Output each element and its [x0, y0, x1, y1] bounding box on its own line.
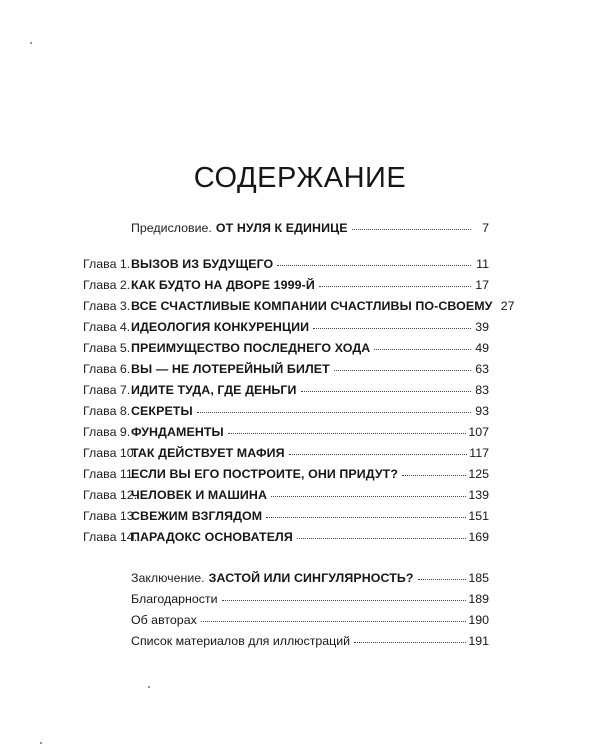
chapter-prefix: Глава 6.: [83, 362, 131, 376]
dot-leader: [289, 445, 468, 457]
chapter-prefix: Глава 2.: [83, 278, 131, 292]
chapter-prefix: Глава 1.: [83, 257, 131, 271]
dot-leader: [319, 277, 471, 289]
dot-leader: [197, 403, 471, 415]
entry-label: Список материалов для иллюстраций: [131, 634, 351, 648]
entry-label: Об авторах: [131, 613, 197, 627]
chapter-heading: ТАК ДЕЙСТВУЕТ МАФИЯ: [131, 446, 285, 460]
chapter-prefix: Глава 11.: [83, 467, 137, 481]
chapter-page-number: 49: [475, 341, 489, 355]
toc-entry-chapter: [83, 486, 489, 504]
chapter-page-number: 83: [475, 383, 489, 397]
toc-entry-conclusion: [131, 569, 489, 587]
chapter-page-number: 139: [468, 488, 489, 502]
chapter-page-number: 63: [475, 362, 489, 376]
chapter-heading: КАК БУДТО НА ДВОРЕ 1999-Й: [131, 278, 315, 292]
chapter-prefix: Глава 4.: [83, 320, 131, 334]
chapter-page-number: 27: [500, 299, 515, 313]
toc-entry-chapter: [83, 360, 489, 378]
entry-heading: ЗАСТОЙ ИЛИ СИНГУЛЯРНОСТЬ?: [208, 571, 414, 585]
chapter-page-number: 125: [468, 467, 489, 481]
chapter-prefix: Глава 9.: [83, 425, 131, 439]
toc-entry-preface: [131, 219, 489, 237]
entry-page-number: 185: [468, 571, 489, 585]
chapter-heading: ИДЕОЛОГИЯ КОНКУРЕНЦИИ: [131, 320, 310, 334]
dot-leader: [228, 424, 467, 436]
toc-entry-about-authors: [131, 611, 489, 629]
dot-leader: [313, 319, 471, 331]
chapter-page-number: 93: [475, 404, 489, 418]
entry-page-number: 189: [468, 592, 489, 606]
dot-leader: [297, 529, 466, 541]
chapter-prefix: Глава 8.: [83, 404, 131, 418]
scan-speck: [30, 42, 32, 44]
chapter-page-number: 17: [475, 278, 489, 292]
toc-entry-chapter: [83, 507, 489, 525]
entry-page-number: 7: [482, 221, 489, 235]
chapter-heading: ВЫ — НЕ ЛОТЕРЕЙНЫЙ БИЛЕТ: [131, 362, 330, 376]
chapter-page-number: 169: [468, 530, 489, 544]
dot-leader: [301, 382, 471, 394]
chapter-heading: ПРЕИМУЩЕСТВО ПОСЛЕДНЕГО ХОДА: [131, 341, 371, 355]
toc-entry-chapter: [83, 339, 489, 357]
chapter-heading: ФУНДАМЕНТЫ: [131, 425, 224, 439]
toc-entry-chapter: [83, 255, 489, 273]
dot-leader: [402, 466, 466, 478]
chapter-heading: ИДИТЕ ТУДА, ГДЕ ДЕНЬГИ: [131, 383, 297, 397]
scan-speck: [148, 686, 150, 688]
dot-leader: [201, 612, 467, 624]
entry-label: Благодарности: [131, 592, 218, 606]
entry-heading: ОТ НУЛЯ К ЕДИНИЦЕ: [215, 221, 348, 235]
chapter-prefix: Глава 5.: [83, 341, 131, 355]
toc-entry-chapter: [83, 465, 489, 483]
toc-entry-chapter: [83, 402, 489, 420]
dot-leader: [354, 633, 466, 645]
dot-leader: [266, 508, 466, 520]
dot-leader: [352, 220, 471, 232]
entry-prefix: Предисловие.: [131, 221, 212, 235]
toc-entry-chapter: [83, 423, 489, 441]
dot-leader: [277, 256, 471, 268]
toc-entry-chapter: [83, 528, 489, 546]
chapter-page-number: 11: [476, 257, 489, 271]
chapter-heading: ПАРАДОКС ОСНОВАТЕЛЯ: [131, 530, 293, 544]
chapter-heading: СЕКРЕТЫ: [131, 404, 193, 418]
toc-entry-chapter: [83, 297, 515, 315]
chapter-page-number: 151: [468, 509, 489, 523]
dot-leader: [222, 591, 467, 603]
chapter-page-number: 117: [469, 446, 489, 460]
page-title: СОДЕРЖАНИЕ: [193, 162, 407, 194]
toc-entry-acknowledgements: [131, 590, 489, 608]
dot-leader: [418, 570, 467, 582]
chapter-heading: ВСЕ СЧАСТЛИВЫЕ КОМПАНИИ СЧАСТЛИВЫ ПО-СВОЕМУ: [131, 299, 493, 313]
toc-entry-illustrations: [131, 632, 489, 650]
toc-entry-chapter: [83, 276, 489, 294]
chapter-heading: ЕСЛИ ВЫ ЕГО ПОСТРОИТЕ, ОНИ ПРИДУТ?: [131, 467, 399, 481]
entry-page-number: 190: [468, 613, 489, 627]
dot-leader: [374, 340, 471, 352]
entry-prefix: Заключение.: [131, 571, 205, 585]
toc-entry-chapter: [83, 444, 489, 462]
chapter-prefix: Глава 13.: [83, 509, 138, 523]
chapter-prefix: Глава 7.: [83, 383, 131, 397]
dot-leader: [334, 361, 471, 373]
chapter-heading: ВЫЗОВ ИЗ БУДУЩЕГО: [131, 257, 274, 271]
chapter-prefix: Глава 3.: [83, 299, 131, 313]
toc-entry-chapter: [83, 381, 489, 399]
chapter-prefix: Глава 12.: [83, 488, 138, 502]
chapter-heading: ЧЕЛОВЕК И МАШИНА: [131, 488, 267, 502]
chapter-prefix: Глава 14.: [83, 530, 138, 544]
chapter-prefix: Глава 10.: [83, 446, 138, 460]
chapter-heading: СВЕЖИМ ВЗГЛЯДОМ: [131, 509, 263, 523]
dot-leader: [271, 487, 466, 499]
scan-speck: [40, 742, 42, 744]
entry-page-number: 191: [468, 634, 489, 648]
chapter-page-number: 39: [475, 320, 489, 334]
toc-entry-chapter: [83, 318, 489, 336]
chapter-page-number: 107: [468, 425, 489, 439]
